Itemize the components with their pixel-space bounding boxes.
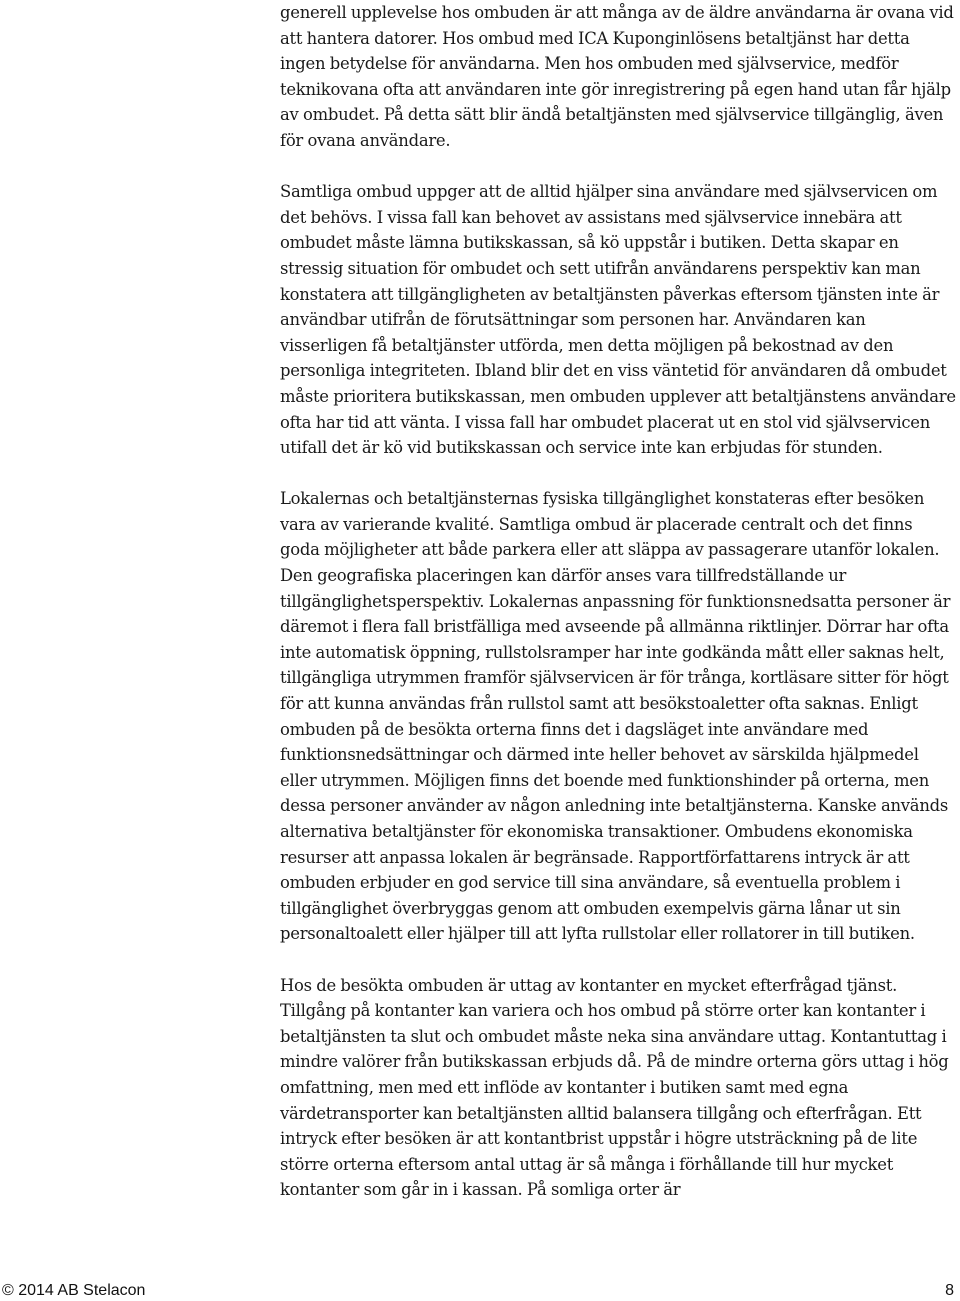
- copyright-notice: © 2014 AB Stelacon: [2, 1282, 146, 1299]
- paragraph-physical-accessibility: Lokalernas och betaltjänsternas fysiska tillgänglighet konstateras efter besöken vara av varierande kvalité. Samtliga ombud är placerade centralt och det finns goda möjligheter att både parkera eller att släppa av passagerare utanför lokalen. Den geografiska placeringen kan därför anses vara tillfredställande ur tillgänglighetsperspektiv. Lokalernas anpassning för funktionsnedsatta personer är däremot i flera fall bristfälliga med avseende på allmänna riktlinjer. Dörrar har ofta inte automatisk öppning, rullstolsramper har inte godkända mått eller saknas helt, tillgängliga utrymmen framför självservicen är för trånga, kortläsare sitter för högt för att kunna användas från rullstol samt att besökstoaletter ofta saknas. Enligt ombuden på de besökta orterna finns det i dagsläget inte användare med funktionsnedsättningar och därmed inte heller behovet av särskilda hjälpmedel eller utrymmen. Möjligen finns det boende med funktionshinder på orterna, men dessa personer använder av någon anledning inte betaltjänsterna. Kanske används alternativa betaltjänster för ekonomiska transaktioner. Ombudens ekonomiska resurser att anpassa lokalen är begränsade. Rapportförfattarens intryck är att ombuden erbjuder en god service till sina användare, så eventuella problem i tillgänglighet överbryggas genom att ombuden exempelvis gärna lånar ut sin personaltoalett eller hjälper till att lyfta rullstolar eller rollatorer in till butiken.: [280, 489, 951, 944]
- page-footer: [0, 1281, 954, 1301]
- paragraph-cash-withdrawal: Hos de besökta ombuden är uttag av kontanter en mycket efterfrågad tjänst. Tillgång på kontanter kan variera och hos ombud på större orter kan kontanter i betaltjänsten ta slut och ombudet måste neka sina användare uttag. Kontantuttag i mindre valörer från butikskassan erbjuds då. På de mindre orterna görs uttag i hög omfattning, men med ett inflöde av kontanter i butiken samt med egna värdetransporter kan betaltjänsten alltid balansera tillgång och efterfrågan. Ett intryck efter besöken är att kontantbrist uppstår i högre utsträckning på de lite större orterna eftersom antal uttag är så många i förhållande till hur mycket kontanter som går in i kassan. På somliga orter är: [280, 975, 949, 1200]
- paragraph-self-service-familiarity: generell upplevelse hos ombuden är att många av de äldre användarna är ovana vid att hantera datorer. Hos ombud med ICA Kuponginlösens betaltjänst har detta ingen betydelse för användarna. Men hos ombuden med självservice, medför teknikovana ofta att användaren inte gör inregistrering på egen hand utan får hjälp av ombudet. På detta sätt blir ändå betaltjänsten med självservice tillgänglig, även för ovana användare.: [280, 3, 954, 150]
- paragraph-assistance: Samtliga ombud uppger att de alltid hjälper sina användare med självservicen om det behövs. I vissa fall kan behovet av assistans med självservice innebära att ombudet måste lämna butikskassan, så kö uppstår i butiken. Detta skapar en stressig situation för ombudet och sett utifrån användarens perspektiv kan man konstatera att tillgängligheten av betaltjänsten påverkas eftersom tjänsten inte är användbar utifrån de förutsättningar som personen har. Användaren kan visserligen få betaltjänster utförda, men detta möjligen på bekostnad av den personliga integriteten. Ibland blir det en viss väntetid för användaren då ombudet måste prioritera butikskassan, men ombuden upplever att betaltjänstens användare ofta har tid att vänta. I vissa fall har ombudet placerat ut en stol vid självservicen utifall det är kö vid butikskassan och service inte kan erbjudas för stunden.: [280, 182, 956, 458]
- document-body: [280, 0, 956, 1203]
- page-number: 8: [945, 1282, 954, 1299]
